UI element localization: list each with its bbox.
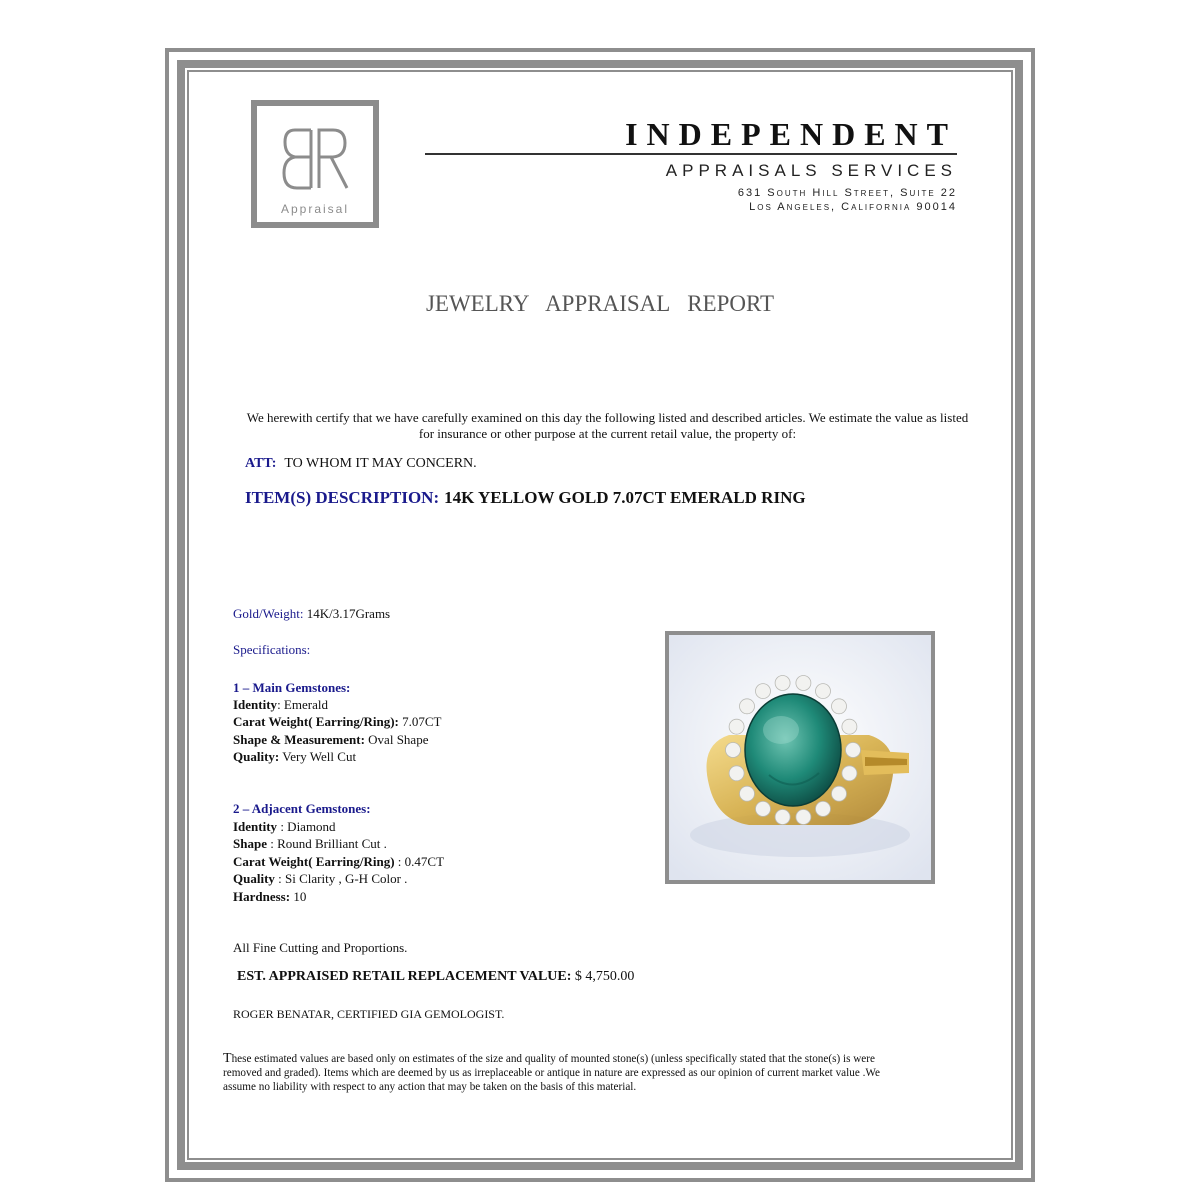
halo-diamond (816, 801, 831, 816)
logo-caption: Appraisal (280, 202, 350, 216)
adj-hardness-label: Hardness: (233, 889, 291, 904)
disclaimer-text: hese estimated values are based only on estimates of the size and quality of mounted stone(s) (unless specifically stated that the stone(s) is were removed and graded). Items which are deemed by us as irreplaceable or antique in nature are expressed as our opinion of current market value .We assume no liability with respect to any action that may be taken on the basis of this material. (223, 1053, 881, 1093)
halo-diamond (796, 676, 811, 691)
emerald-ring-image (669, 635, 931, 880)
adj-shape-line (233, 835, 387, 852)
report-title: JEWELRY APPRAISAL REPORT (425, 291, 775, 316)
adj-quality-line (233, 870, 407, 887)
adj-identity-value: : Diamond (277, 819, 336, 834)
adj-shape-value: : Round Brilliant Cut . (266, 836, 387, 851)
adjacent-gemstones-heading: 2 – Adjacent Gemstones: (233, 801, 371, 816)
ring-photo (665, 631, 935, 884)
main-carat-line (233, 713, 441, 730)
halo-diamond (775, 676, 790, 691)
estimated-value-label: EST. APPRAISED RETAIL REPLACEMENT VALUE: (237, 969, 572, 984)
item-description-value: 14K YELLOW GOLD 7.07CT EMERALD RING (444, 488, 806, 507)
company-address (738, 186, 957, 214)
halo-diamond (740, 699, 755, 714)
main-carat-label: Carat Weight( Earring/Ring): (233, 714, 399, 729)
disclaimer (223, 1052, 913, 1094)
main-identity-value: : Emerald (277, 697, 328, 712)
gold-weight-value: 14K/3.17Grams (306, 606, 391, 621)
att-value: TO WHOM IT MAY CONCERN. (284, 456, 477, 471)
adj-carat-label: Carat Weight( Earring/Ring) (233, 854, 395, 869)
main-identity-line (233, 696, 328, 713)
adj-carat-line (233, 853, 444, 870)
halo-diamond (756, 801, 771, 816)
adj-hardness-line (233, 888, 306, 905)
adj-shape-label: Shape (233, 836, 267, 851)
halo-diamond (816, 684, 831, 699)
halo-diamond (775, 810, 790, 825)
appraisal-logo (251, 100, 379, 228)
item-description-label: ITEM(S) DESCRIPTION: (245, 488, 440, 507)
adj-quality-value: : Si Clarity , G-H Color . (274, 871, 408, 886)
main-shape-line (233, 731, 428, 748)
address-line-2: Los Angeles, California 90014 (749, 201, 957, 213)
halo-diamond (842, 719, 857, 734)
adj-identity-line (233, 818, 336, 835)
att-label: ATT: (245, 456, 277, 471)
main-identity-label: Identity (233, 697, 278, 712)
address-line-1: 631 South Hill Street, Suite 22 (737, 187, 957, 199)
halo-diamond (726, 743, 741, 758)
halo-diamond (832, 786, 847, 801)
main-quality-label: Quality: (233, 749, 280, 764)
specifications-label: Specifications: (233, 642, 311, 657)
halo-diamond (756, 684, 771, 699)
main-quality-line (233, 748, 356, 765)
adj-hardness-value: 10 (290, 889, 307, 904)
halo-diamond (729, 719, 744, 734)
gemologist-signature: ROGER BENATAR, CERTIFIED GIA GEMOLOGIST. (233, 1007, 505, 1021)
disclaimer-initial: T (223, 1051, 232, 1066)
company-subtitle: APPRAISALS SERVICES (665, 161, 957, 180)
main-gemstones-heading: 1 – Main Gemstones: (233, 680, 351, 695)
halo-diamond (729, 766, 744, 781)
item-description (245, 488, 806, 508)
att-line (245, 456, 477, 472)
halo-diamond (832, 699, 847, 714)
adj-identity-label: Identity (233, 819, 278, 834)
company-name: INDEPENDENT (625, 116, 957, 152)
halo-diamond (740, 786, 755, 801)
header-rule (425, 153, 957, 155)
main-carat-value: 7.07CT (398, 714, 442, 729)
estimated-value (237, 969, 634, 985)
estimated-value-amount: $ 4,750.00 (574, 969, 635, 984)
main-shape-label: Shape & Measurement: (233, 732, 365, 747)
adj-carat-value: : 0.47CT (394, 854, 445, 869)
halo-diamond (796, 810, 811, 825)
gold-weight-line (233, 605, 390, 622)
adj-quality-label: Quality (233, 871, 275, 886)
br-monogram-icon (281, 126, 349, 192)
halo-diamond (846, 743, 861, 758)
halo-diamond (842, 766, 857, 781)
main-shape-value: Oval Shape (364, 732, 429, 747)
cutting-note: All Fine Cutting and Proportions. (233, 940, 408, 955)
main-quality-value: Very Well Cut (279, 749, 357, 764)
certification-intro: We herewith certify that we have carefully examined on this day the following listed and described articles. We estimate the value as listed for insurance or other purpose at the current retail value, the property of: (246, 410, 969, 441)
gold-weight-label: Gold/Weight: (233, 606, 304, 621)
